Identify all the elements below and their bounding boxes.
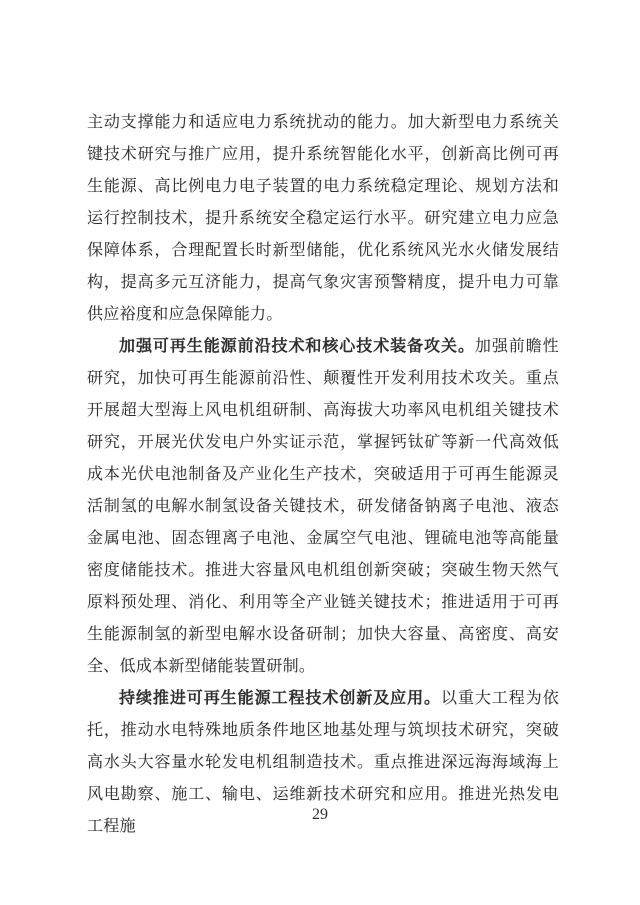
page-body	[87, 107, 559, 843]
page-number: 29	[312, 806, 328, 823]
paragraph-lead-bold: 持续推进可再生能源工程技术创新及应用。	[119, 690, 442, 707]
paragraph-text: 主动支撑能力和适应电力系统扰动的能力。加大新型电力系统关键技术研究与推广应用，提升系统智能化水平，创新高比例可再生能源、高比例电力电子装置的电力系统稳定理论、规划方法和运行控制技术，提升系统安全稳定运行水平。研究建立电力应急保障体系，合理配置长时新型储能，优化系统风光水火储发展结构，提高多元互济能力，提高气象灾害预警精度，提升电力可靠供应裕度和应急保障能力。	[87, 114, 559, 323]
paragraph-frontier-technology	[87, 331, 559, 683]
paragraph-lead-bold: 加强可再生能源前沿技术和核心技术装备攻关。	[119, 338, 475, 355]
paragraph-text: 加强前瞻性研究，加快可再生能源前沿性、颠覆性开发利用技术攻关。重点开展超大型海上风电机组研制、高海拔大功率风电机组关键技术研究，开展光伏发电户外实证示范，掌握钙钛矿等新一代高效低成本光伏电池制备及产业化生产技术，突破适用于可再生能源灵活制氢的电解水制氢设备关键技术，研发储备钠离子电池、液态金属电池、固态锂离子电池、金属空气电池、锂硫电池等高能量密度储能技术。推进大容量风电机组创新突破；突破生物天然气原料预处理、消化、利用等全产业链关键技术；推进适用于可再生能源制氢的新型电解水设备研制；加快大容量、高密度、高安全、低成本新型储能装置研制。	[87, 338, 559, 675]
paragraph-text: 以重大工程为依托，推动水电特殊地质条件地区地基处理与筑坝技术研究，突破高水头大容量水轮发电机组制造技术。重点推进深远海海域海上风电勘察、施工、输电、运维新技术研究和应用。推进光热发电工程施	[87, 690, 560, 835]
paragraph-power-system-support	[87, 107, 559, 331]
